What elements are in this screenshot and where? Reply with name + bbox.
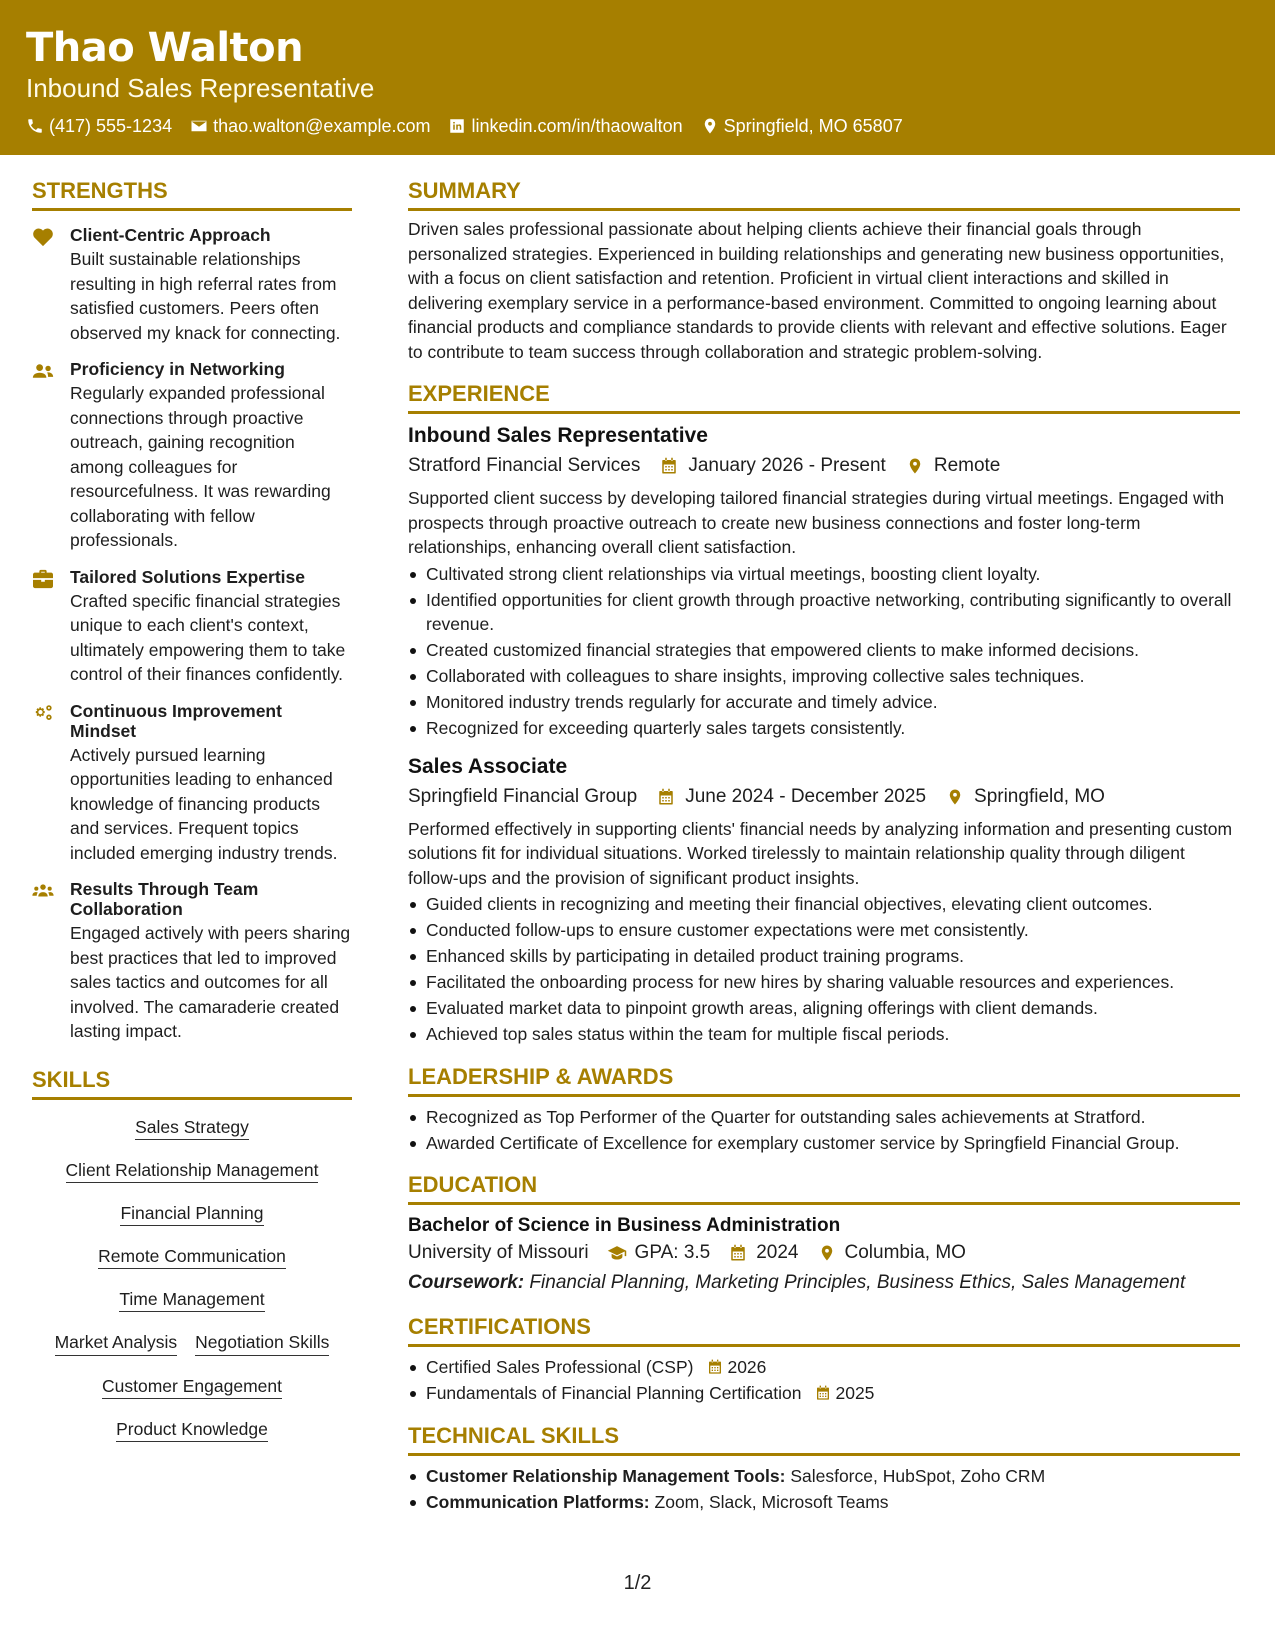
calendar-icon	[660, 457, 678, 475]
coursework	[408, 1269, 1240, 1297]
map-pin-icon	[817, 1244, 837, 1262]
linkedin-text: linkedin.com/in/thaowalton	[471, 116, 683, 136]
edu-year: 2024	[756, 1242, 799, 1263]
technical-heading: TECHNICAL SKILLS	[408, 1422, 1240, 1456]
linkedin-icon	[448, 117, 466, 135]
technical-section	[408, 1422, 1240, 1515]
strength-desc: Regularly expanded professional connections through proactive outreach, gaining recognition among colleagues for resourcefulness. It was rewarding collaborating with fellow professionals.	[70, 383, 331, 550]
summary-heading: SUMMARY	[408, 177, 1240, 211]
certifications-list	[408, 1355, 1240, 1406]
contact-row	[26, 114, 1249, 138]
job-title: Inbound Sales Representative	[408, 424, 708, 447]
contact-linkedin[interactable]	[448, 114, 682, 138]
leadership-heading: LEADERSHIP & AWARDS	[408, 1063, 1240, 1097]
envelope-icon	[190, 117, 208, 135]
list-item	[408, 1464, 1240, 1489]
contact-location	[701, 114, 903, 138]
list-item	[408, 1355, 1240, 1380]
skills-list	[32, 1116, 352, 1442]
cert-name: Fundamentals of Financial Planning Certification	[426, 1383, 802, 1403]
edu-gpa: GPA: 3.5	[634, 1242, 711, 1263]
strength-desc: Actively pursued learning opportunities leading to enhanced knowledge of financing products and services. Frequent topics included emerging industry trends.	[70, 744, 338, 863]
certifications-heading: CERTIFICATIONS	[408, 1313, 1240, 1347]
graduation-cap-icon	[607, 1244, 627, 1262]
job-bullets	[408, 562, 1240, 741]
job-description: Performed effectively in supporting clients' financial needs by analyzing information and presenting custom solutions fit for individual situations. Worked tirelessly to maintain relationship quality through diligent follow-ups and the provision of significant product insights.	[408, 818, 1233, 888]
resume-header	[0, 0, 1275, 155]
skill-tag: Financial Planning	[120, 1203, 263, 1226]
left-column	[32, 177, 352, 1442]
candidate-title: Inbound Sales Representative	[26, 73, 375, 103]
job-entry	[408, 422, 1240, 741]
skills-heading: SKILLS	[32, 1066, 352, 1100]
list-item: Enhanced skills by participating in detailed product training programs.	[408, 944, 1240, 969]
certifications-section	[408, 1313, 1240, 1406]
list-item: Conducted follow-ups to ensure customer expectations were met consistently.	[408, 918, 1240, 943]
education-section	[408, 1171, 1240, 1297]
heart-icon	[32, 227, 54, 247]
skill-tag: Client Relationship Management	[66, 1160, 319, 1183]
coursework-text: Financial Planning, Marketing Principles, Business Ethics, Sales Management	[529, 1272, 1186, 1293]
job-dates: June 2024 - December 2025	[685, 785, 927, 807]
page-number: 1/2	[623, 1572, 652, 1594]
list-item: Identified opportunities for client growth through proactive networking, contributing significantly to overall revenue.	[408, 588, 1240, 637]
skill-tag: Remote Communication	[98, 1246, 286, 1269]
list-item: Awarded Certificate of Excellence for exemplary customer service by Springfield Financial Group.	[408, 1131, 1240, 1156]
list-item: Collaborated with colleagues to share insights, improving collective sales techniques.	[408, 664, 1240, 689]
contact-phone[interactable]	[26, 114, 172, 138]
job-title: Sales Associate	[408, 754, 568, 778]
leadership-section	[408, 1063, 1240, 1156]
map-pin-icon	[906, 457, 924, 475]
contact-email[interactable]	[190, 114, 430, 138]
job-location: Springfield, MO	[974, 785, 1105, 807]
job-meta	[408, 783, 1240, 811]
summary-text: Driven sales professional passionate about helping clients achieve their financial goals through personalized strategies. Experienced in building relationships and generating new business opportunities, with a focus on client satisfaction and retention. Proficient in virtual client interactions and skilled in delivering exemplary service in a performance-based environment. Committed to ongoing learning about financial products and compliance standards to provide clients with relevant and effective solutions. Eager to contribute to team success through collaboration and strategic problem-solving.	[408, 219, 1227, 362]
job-bullets	[408, 892, 1240, 1047]
strengths-heading: STRENGTHS	[32, 177, 352, 211]
gears-icon	[32, 703, 54, 723]
list-item: Evaluated market data to pinpoint growth areas, aligning offerings with client demands.	[408, 996, 1240, 1021]
edu-school: University of Missouri	[408, 1242, 589, 1263]
job-meta	[408, 452, 1240, 480]
tech-value: Salesforce, HubSpot, Zoho CRM	[790, 1465, 1046, 1486]
job-dates: January 2026 - Present	[688, 455, 886, 476]
tech-label: Communication Platforms:	[426, 1491, 650, 1512]
list-item: Facilitated the onboarding process for new hires by sharing valuable resources and experiences.	[408, 970, 1240, 995]
cert-year: 2026	[727, 1357, 767, 1377]
list-item: Achieved top sales status within the team for multiple fiscal periods.	[408, 1022, 1240, 1047]
strength-item	[32, 879, 352, 1044]
edu-degree: Bachelor of Science in Business Administration	[408, 1215, 841, 1236]
job-location: Remote	[933, 455, 1001, 476]
list-item: Recognized as Top Performer of the Quarter for outstanding sales achievements at Stratford.	[408, 1105, 1240, 1130]
education-heading: EDUCATION	[408, 1171, 1240, 1205]
list-item	[408, 1381, 1240, 1406]
strength-item	[32, 701, 352, 866]
job-description: Supported client success by developing tailored financial strategies during virtual meetings. Engaged with prospects through proactive outreach to create new business connections and foster long-term relationships, enhancing overall client satisfaction.	[408, 488, 1225, 557]
skill-tag: Time Management	[119, 1289, 264, 1312]
edu-meta	[408, 1239, 1240, 1267]
job-company: Springfield Financial Group	[408, 785, 638, 807]
users-icon	[32, 361, 54, 381]
strength-item	[32, 359, 352, 553]
list-item: Monitored industry trends regularly for accurate and timely advice.	[408, 690, 1240, 715]
phone-text: (417) 555-1234	[49, 116, 173, 136]
email-text: thao.walton@example.com	[213, 116, 431, 136]
strength-desc: Engaged actively with peers sharing best practices that led to improved sales tactics and outcomes for all involved. The camaraderie created lasting impact.	[70, 923, 351, 1041]
strength-item	[32, 225, 352, 345]
strength-item	[32, 567, 352, 687]
leadership-list	[408, 1105, 1240, 1156]
coursework-label: Coursework:	[408, 1272, 525, 1293]
strength-desc: Crafted specific financial strategies unique to each client's context, ultimately empowering them to take control of their finances confidently.	[70, 590, 346, 684]
experience-heading: EXPERIENCE	[408, 380, 1240, 414]
tech-value: Zoom, Slack, Microsoft Teams	[654, 1491, 889, 1512]
experience-section	[408, 380, 1240, 1047]
strength-title: Client-Centric Approach	[70, 225, 271, 245]
calendar-icon	[815, 1385, 831, 1401]
strength-desc: Built sustainable relationships resulting in high referral rates from satisfied customers. Peers often observed my knack for connecting.	[70, 249, 341, 343]
cert-year: 2025	[835, 1383, 875, 1403]
calendar-icon	[707, 1359, 723, 1375]
tech-label: Customer Relationship Management Tools:	[426, 1465, 786, 1486]
strength-title: Proficiency in Networking	[70, 359, 285, 379]
briefcase-icon	[32, 569, 54, 589]
skill-tag: Negotiation Skills	[195, 1331, 329, 1356]
cert-name: Certified Sales Professional (CSP)	[426, 1357, 694, 1377]
phone-icon	[26, 117, 44, 135]
map-pin-icon	[946, 788, 964, 806]
edu-location: Columbia, MO	[844, 1242, 966, 1263]
skill-tag: Customer Engagement	[102, 1376, 282, 1399]
job-company: Stratford Financial Services	[408, 455, 641, 476]
list-item: Cultivated strong client relationships via virtual meetings, boosting client loyalty.	[408, 562, 1240, 587]
list-item: Created customized financial strategies that empowered clients to make informed decisions.	[408, 638, 1240, 663]
technical-list	[408, 1464, 1240, 1515]
calendar-icon	[657, 788, 675, 806]
skill-tag: Sales Strategy	[135, 1117, 249, 1140]
skill-tag: Product Knowledge	[116, 1419, 268, 1442]
skill-tag: Market Analysis	[55, 1331, 178, 1356]
list-item	[408, 1490, 1240, 1515]
strength-title: Results Through Team Collaboration	[70, 879, 259, 919]
list-item: Recognized for exceeding quarterly sales targets consistently.	[408, 716, 1240, 741]
location-text: Springfield, MO 65807	[723, 116, 903, 136]
strength-title: Continuous Improvement Mindset	[70, 700, 282, 741]
map-pin-icon	[701, 117, 719, 135]
team-icon	[32, 881, 54, 901]
calendar-icon	[728, 1244, 748, 1262]
candidate-name: Thao Walton	[26, 25, 304, 71]
list-item: Guided clients in recognizing and meeting their financial objectives, elevating client outcomes.	[408, 892, 1240, 917]
strength-title: Tailored Solutions Expertise	[70, 566, 306, 587]
right-column	[408, 177, 1240, 1514]
job-entry	[408, 753, 1240, 1047]
